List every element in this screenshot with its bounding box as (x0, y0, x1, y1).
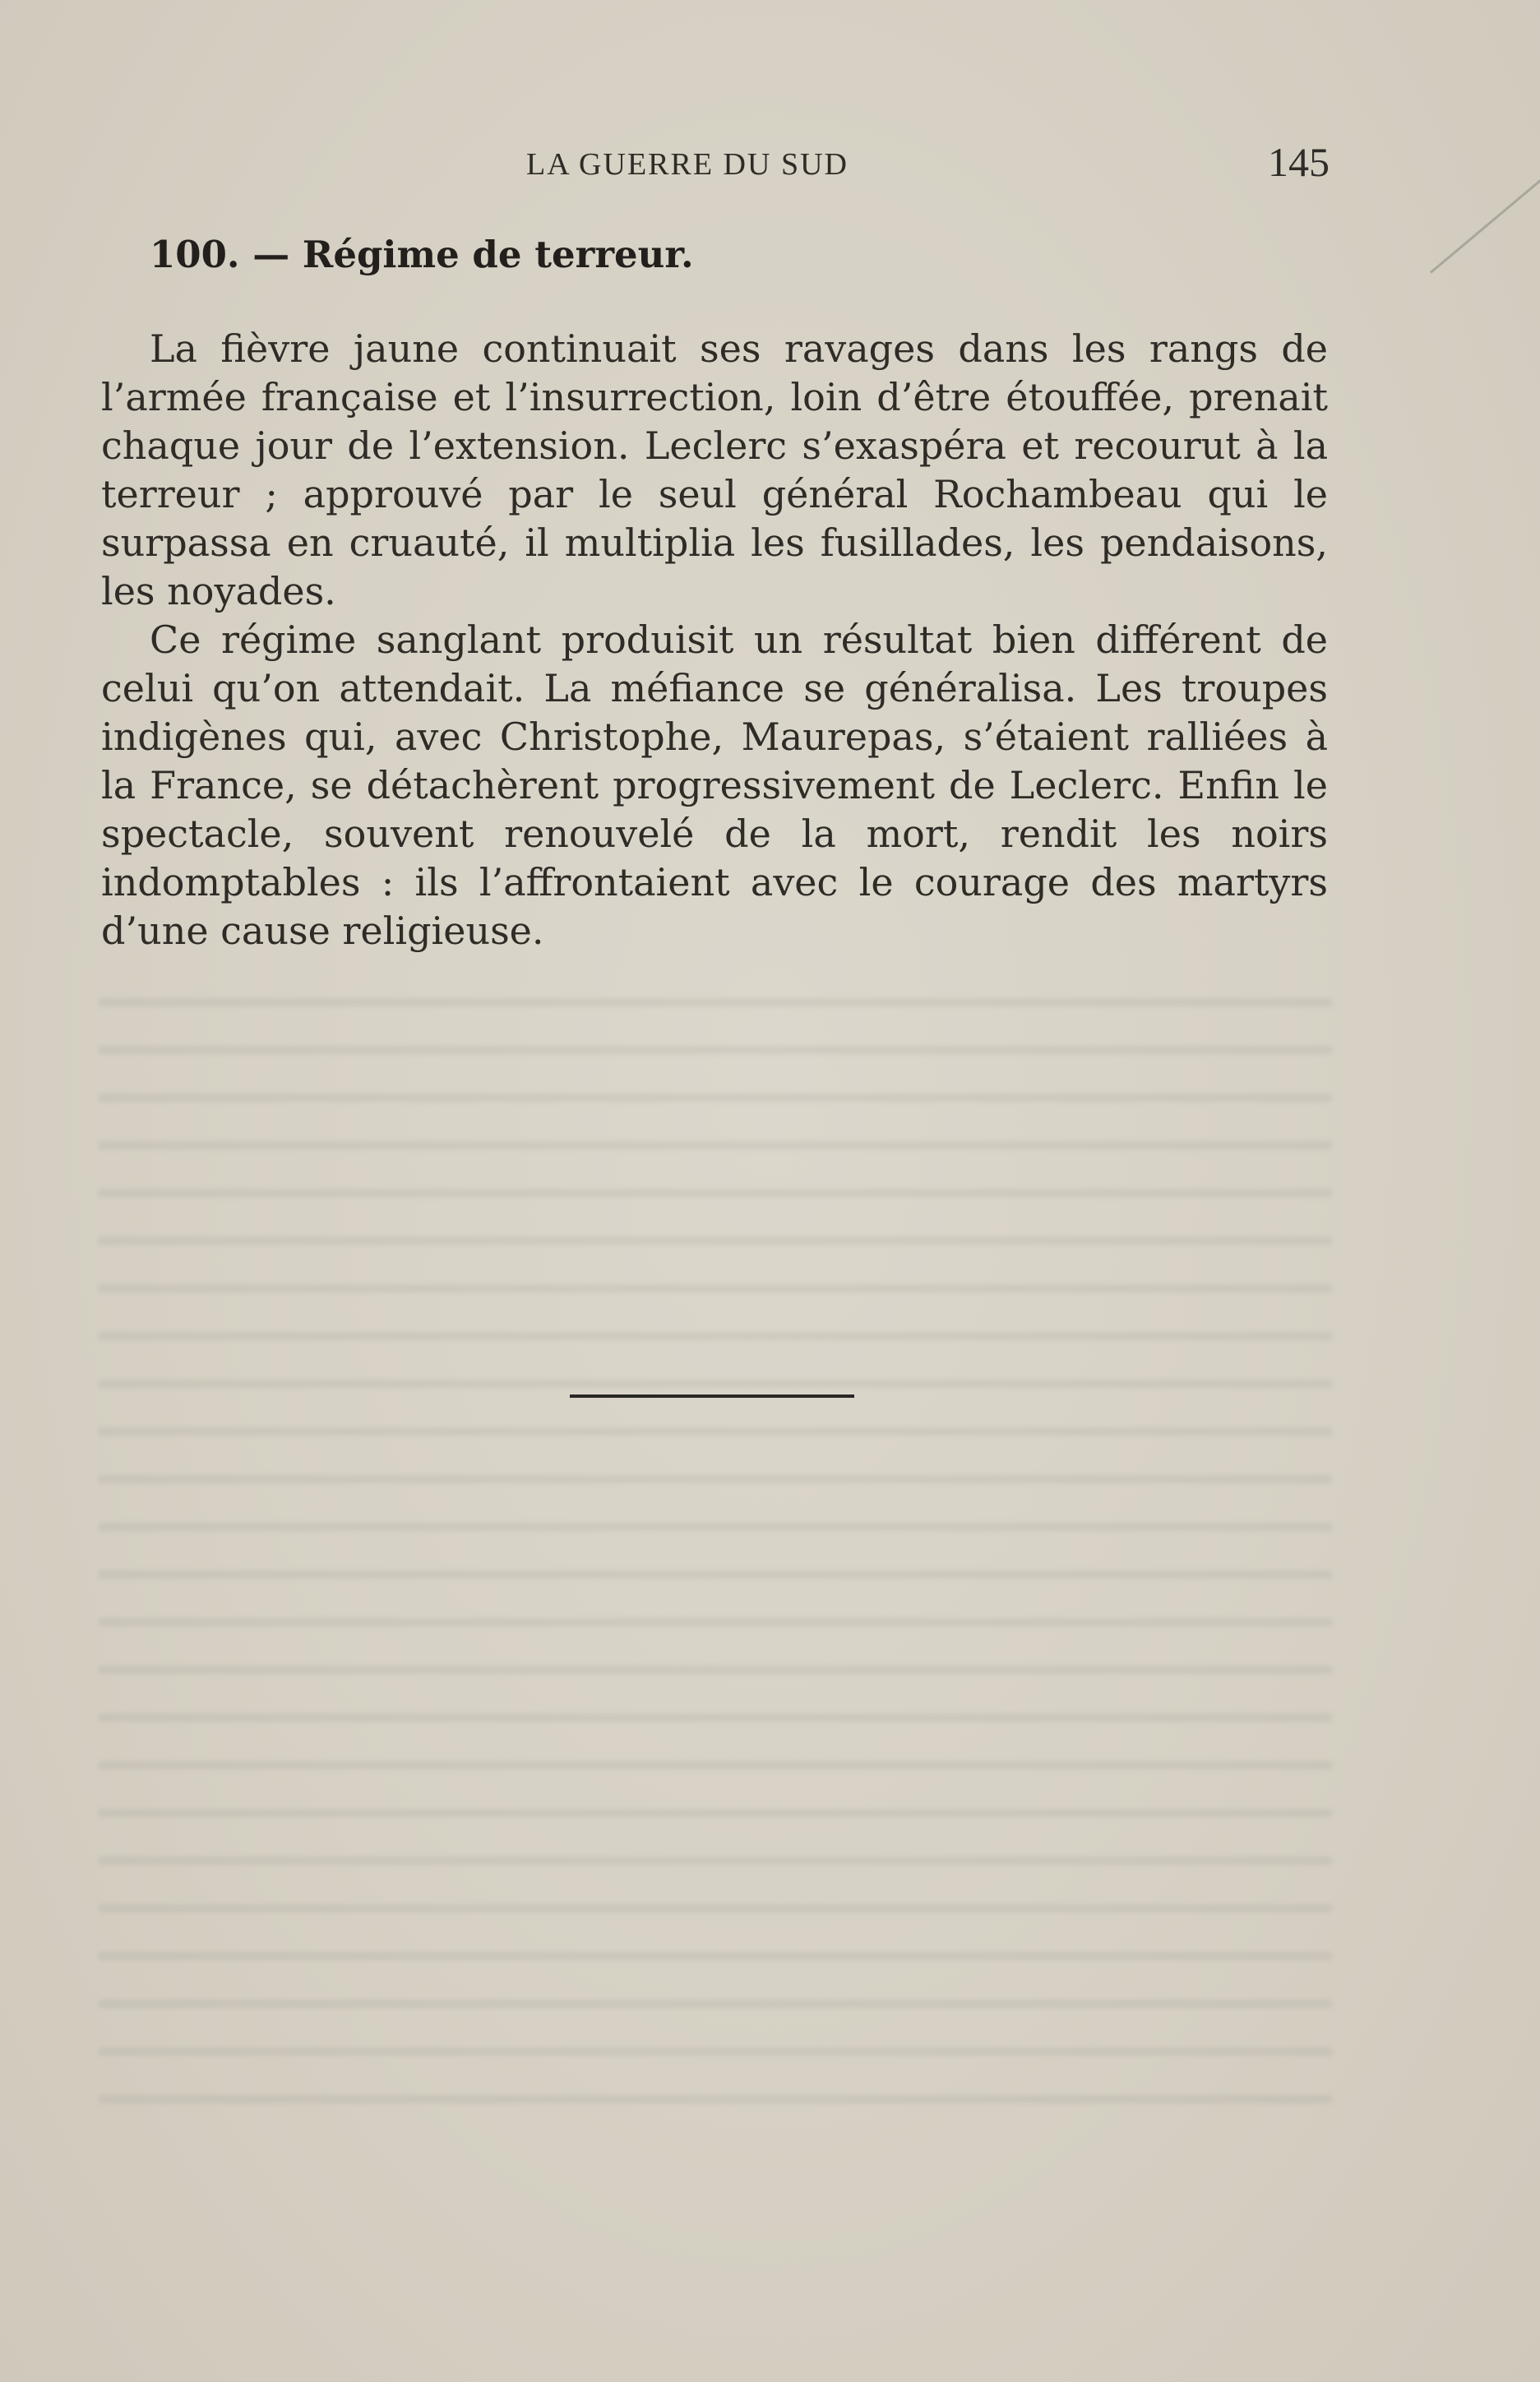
section-heading: 100. — Régime de terreur. (150, 233, 694, 276)
running-head: LA GUERRE DU SUD (526, 147, 849, 182)
paragraph: Ce régime sanglant produisit un résultat bien différent de celui qu’on attendait. La méfiance se généralisa. Les troupes indigènes qui, avec Christophe, Maurepas, s’étaient ralliées à la France, se détachèrent progressivement de Leclerc. Enfin le spectacle, souvent renouvelé de la mort, rendit les noirs indomptables : ils l’affrontaient avec le courage des martyrs d’une cause religieuse. (101, 617, 1328, 953)
section-divider-rule (570, 1395, 854, 1398)
show-through-text (99, 970, 1332, 2138)
paragraph: La fièvre jaune continuait ses ravages dans les rangs de l’armée française et l’insurrection, loin d’être étouffée, prenait chaque jour de l’extension. Leclerc s’exaspéra et recourut à la terreur ; approuvé par le seul général Rochambeau qui le surpassa en cruauté, il multiplia les fusillades, les pendaisons, les noyades. (101, 326, 1328, 613)
paper-crease (1430, 166, 1540, 274)
page-number: 145 (1268, 139, 1330, 185)
body-text (101, 325, 1328, 955)
